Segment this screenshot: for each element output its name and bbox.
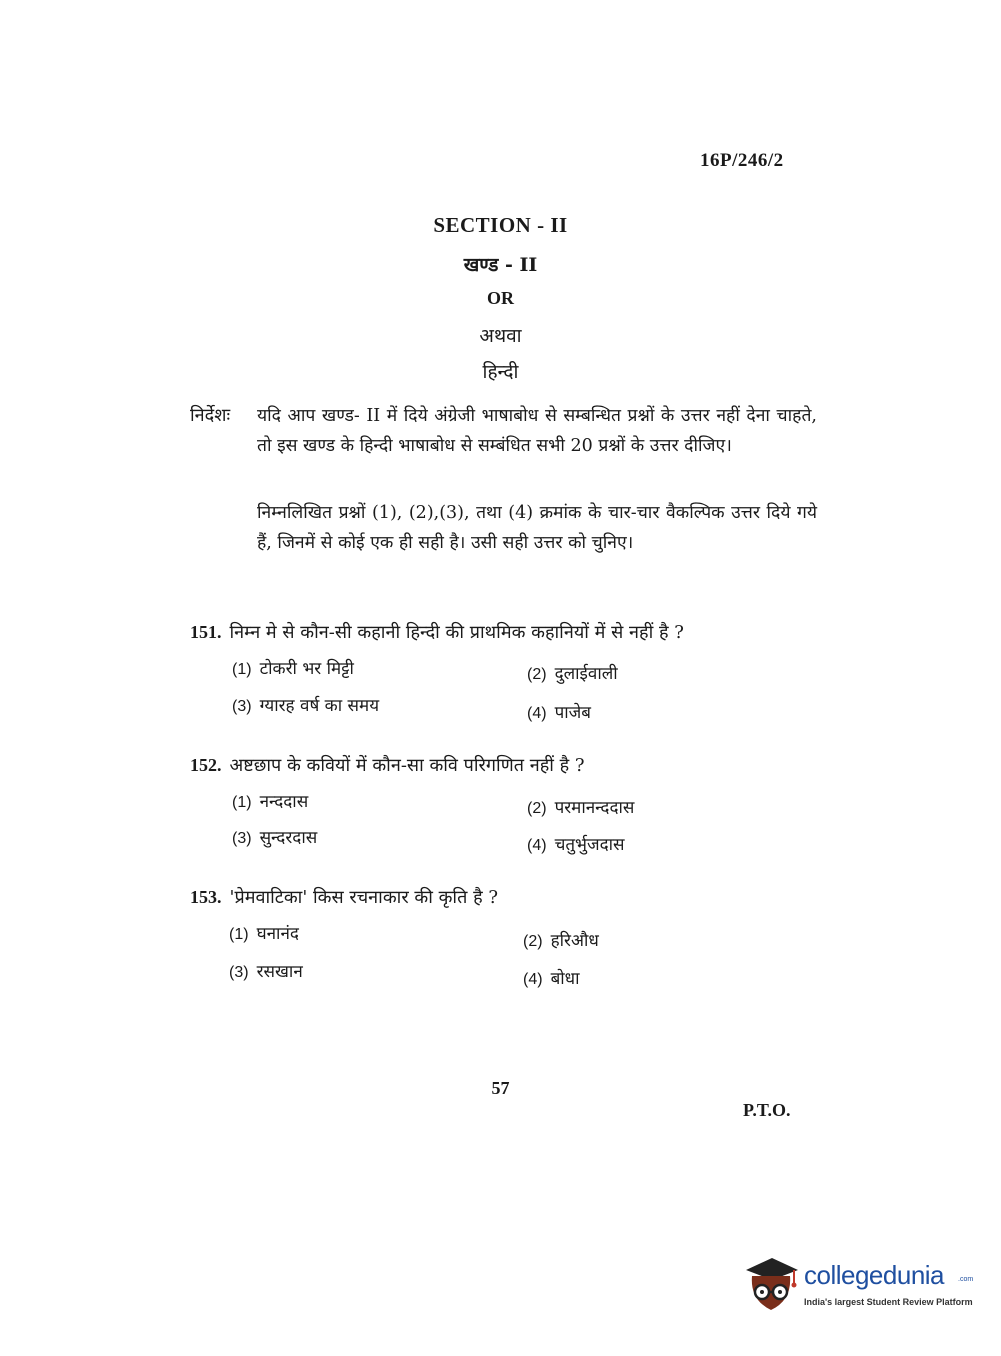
option-number: (2) <box>527 666 547 683</box>
option[interactable] <box>527 795 634 818</box>
option-number: (3) <box>232 830 252 847</box>
option[interactable] <box>232 656 354 679</box>
option[interactable] <box>232 789 308 812</box>
option-number: (4) <box>527 837 547 854</box>
option-number: (3) <box>232 698 252 715</box>
option-text: बोधा <box>550 969 580 989</box>
watermark-name: collegedunia <box>804 1260 945 1290</box>
option[interactable] <box>232 825 317 848</box>
question-number: 153. <box>190 887 222 907</box>
question-text: 'प्रेमवाटिका' किस रचनाकार की कृति है ? <box>229 887 499 908</box>
section-title: SECTION - II <box>433 213 568 237</box>
paper-code: 16P/246/2 <box>700 150 784 171</box>
instructions-paragraph-2: निम्नलिखित प्रश्नों (1), (2),(3), तथा (4) क्रमांक के चार-चार वैकल्पिक उत्तर दिये गये हैं, जिनमें से कोई एक ही सही है। उसी सही उत्तर को चुनिए। <box>257 503 817 553</box>
question-number: 151. <box>190 622 222 642</box>
option[interactable] <box>229 959 303 982</box>
or-hindi: अथवा <box>479 325 522 347</box>
subject-title: हिन्दी <box>482 361 519 383</box>
option-text: ग्यारह वर्ष का समय <box>259 696 380 716</box>
option[interactable] <box>527 661 618 684</box>
pto-label: P.T.O. <box>743 1100 791 1120</box>
option-text: चतुर्भुजदास <box>554 835 625 855</box>
question-text: निम्न मे से कौन-सी कहानी हिन्दी की प्राथमिक कहानियों में से नहीं है ? <box>229 622 684 643</box>
option-number: (1) <box>232 794 252 811</box>
question-152 <box>190 753 820 777</box>
option-text: दुलाईवाली <box>554 664 618 684</box>
option[interactable] <box>527 700 591 723</box>
option-text: टोकरी भर मिट्टी <box>259 659 354 679</box>
option-text: सुन्दरदास <box>259 828 318 848</box>
option-number: (3) <box>229 964 249 981</box>
option-text: घनानंद <box>256 924 299 944</box>
question-151 <box>190 620 820 644</box>
option-number: (1) <box>232 661 252 678</box>
option-number: (1) <box>229 926 249 943</box>
question-153 <box>190 885 820 909</box>
option-text: पाजेब <box>554 703 591 723</box>
option[interactable] <box>229 921 299 944</box>
option-number: (2) <box>527 800 547 817</box>
mascot-icon <box>742 1254 800 1316</box>
option[interactable] <box>232 693 379 716</box>
option[interactable] <box>523 928 599 951</box>
watermark-logo <box>742 1254 972 1316</box>
page-number: 57 <box>491 1078 510 1098</box>
watermark-suffix: .com <box>958 1276 974 1283</box>
option-text: नन्ददास <box>259 792 309 812</box>
watermark-tagline: India's largest Student Review Platform <box>804 1297 973 1307</box>
or-english: OR <box>487 288 514 308</box>
section-title-hindi: खण्ड - II <box>463 254 538 276</box>
instructions-label: निर्देशः <box>190 405 231 426</box>
option-number: (4) <box>523 971 543 988</box>
instructions-paragraph-1: यदि आप खण्ड- II में दिये अंग्रेजी भाषाबोध से सम्बन्धित प्रश्नों के उत्तर नहीं देना चाहते, तो इस खण्ड के हिन्दी भाषाबोध से सम्बंधित सभी 20 प्रश्नों के उत्तर दीजिए। <box>257 406 817 456</box>
option[interactable] <box>523 966 580 989</box>
option-number: (2) <box>523 933 543 950</box>
option-number: (4) <box>527 705 547 722</box>
question-number: 152. <box>190 755 222 775</box>
question-text: अष्टछाप के कवियों में कौन-सा कवि परिगणित नहीं है ? <box>229 755 585 776</box>
option-text: रसखान <box>256 962 303 982</box>
option-text: परमानन्ददास <box>554 798 635 818</box>
option[interactable] <box>527 832 625 855</box>
option-text: हरिऔध <box>550 931 599 951</box>
